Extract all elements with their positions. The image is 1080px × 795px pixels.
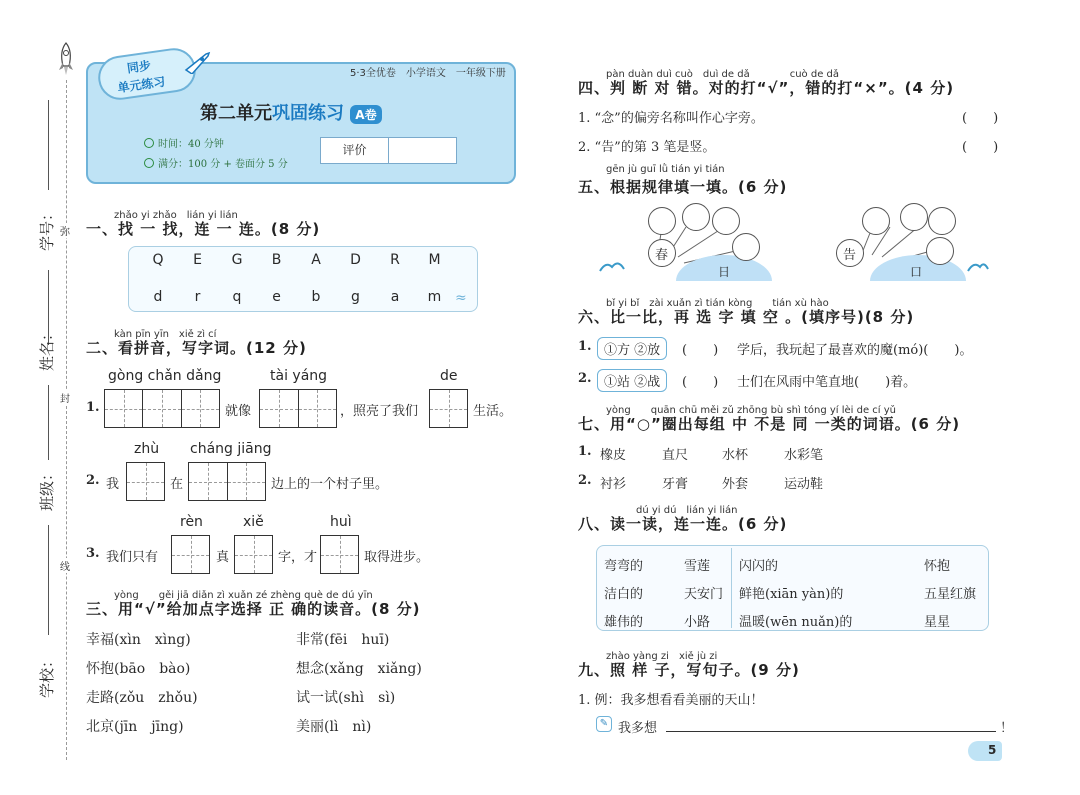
- number-line: [48, 100, 49, 190]
- match-word[interactable]: 闪闪的: [739, 559, 779, 574]
- reading-choice-item[interactable]: 非常(fēi huī): [296, 632, 390, 648]
- match-word[interactable]: 鲜艳(xiān yàn)的: [739, 587, 844, 602]
- eval-label: 评价: [321, 138, 389, 163]
- word-choice[interactable]: 直尺: [662, 448, 689, 463]
- pattern-sun-2: 口: [910, 265, 923, 279]
- s2-l3-py1: rèn: [180, 514, 203, 530]
- mi-mark: 弥: [60, 223, 70, 238]
- badge-line1: 同步: [126, 58, 152, 76]
- s2-l3-num: 3.: [86, 546, 100, 561]
- s3-title: 三、用“√”给加点字选择 正 确的读音。(8 分): [86, 600, 421, 618]
- s6-l1-opt: ①方 ②放: [597, 337, 667, 360]
- match-word[interactable]: 弯弯的: [604, 559, 644, 574]
- s6-l2-opt: ①站 ②战: [597, 369, 667, 392]
- writing-grid[interactable]: [234, 535, 273, 574]
- page-number: [968, 741, 1002, 761]
- answer-parens[interactable]: ( ): [962, 111, 999, 126]
- row-number: 2.: [578, 473, 592, 488]
- s9-example: 1. 例：我多想看看美丽的天山！: [578, 693, 764, 708]
- s5-pinyin: gēn jù guī lǜ tián yi tián: [606, 164, 725, 175]
- answer-parens[interactable]: ( ): [962, 140, 999, 155]
- writing-grid[interactable]: [171, 535, 210, 574]
- reading-choice-item[interactable]: 试一试(shì sì): [296, 690, 396, 706]
- letter-item[interactable]: D: [350, 252, 361, 268]
- page-title: [200, 99, 382, 125]
- letter-item[interactable]: e: [272, 289, 281, 305]
- writing-grid[interactable]: [320, 535, 359, 574]
- s7-pinyin: yòng quān chū měi zǔ zhōng bù shì tóng yí lèi de cí yǔ: [606, 405, 897, 416]
- s6-l1-num: 1.: [578, 339, 592, 354]
- s4-q1: 1. “念”的偏旁名称叫作心字旁。: [578, 111, 764, 126]
- eval-input[interactable]: [389, 138, 456, 163]
- match-word[interactable]: 五星红旗: [924, 587, 977, 602]
- s1-title: 一、找 一 找，连 一 连。(8 分): [86, 220, 321, 238]
- s6-pinyin: bǐ yi bǐ zài xuǎn zì tián kòng tián xù hào: [606, 298, 829, 309]
- reading-choice-item[interactable]: 想念(xǎng xiǎng): [296, 661, 422, 677]
- match-word[interactable]: 天安门: [684, 587, 724, 602]
- s3-pinyin: yòng gěi jiā diǎn zì xuǎn zé zhèng què de dú yīn: [114, 590, 373, 601]
- series-label: 5·3全优卷 小学语文 一年级下册: [350, 68, 506, 79]
- wave-icon: ≈: [455, 290, 467, 306]
- word-choice[interactable]: 衬衫: [600, 477, 627, 492]
- s2-l1-t2: ，照亮了我们: [340, 404, 419, 419]
- letter-item[interactable]: b: [311, 289, 321, 305]
- letter-item[interactable]: q: [232, 289, 242, 305]
- letter-item[interactable]: g: [351, 289, 360, 305]
- pattern-diagram-1: [596, 205, 776, 285]
- s2-l2-t2: 边上的一个村子里。: [271, 477, 389, 492]
- s9-title: 九、照 样 子，写句子。(9 分): [578, 661, 800, 679]
- s1-pinyin: zhǎo yi zhǎo lián yi lián: [114, 210, 238, 221]
- check-icon: [144, 158, 154, 168]
- s9-pinyin: zhào yàng zi xiě jù zi: [606, 651, 718, 662]
- s2-l1-py2: tài yáng: [270, 368, 328, 384]
- s6-l1-a[interactable]: ( ): [682, 343, 719, 358]
- letter-item[interactable]: d: [153, 289, 163, 305]
- s6-l2-b: 士们在风雨中笔直地( )着。: [737, 375, 917, 390]
- s6-l1-b: 学后，我玩起了最喜欢的魔(mó)( )。: [737, 343, 973, 358]
- s6-title: 六、比一比，再 选 字 填 空 。(填序号)(8 分): [578, 308, 915, 326]
- s2-l3-t3: 取得进步。: [364, 550, 430, 565]
- writing-grid[interactable]: [429, 389, 468, 428]
- writing-grid[interactable]: [126, 462, 165, 501]
- s2-l3-t2: 字，才: [278, 550, 318, 565]
- s2-l3-t0: 我们只有: [106, 550, 159, 565]
- pattern-char-1: 春: [655, 248, 669, 263]
- feng-mark: 封: [60, 390, 70, 405]
- badge-line2: 单元练习: [116, 74, 167, 96]
- reading-choice-item[interactable]: 走路(zǒu zhǒu): [86, 690, 198, 706]
- class-line: [48, 385, 49, 460]
- match-word[interactable]: 小路: [684, 615, 711, 630]
- reading-choice-item[interactable]: 幸福(xìn xìng): [86, 632, 191, 648]
- s8-pinyin: dú yi dú lián yi lián: [636, 505, 738, 516]
- s5-title: 五、根据规律填一填。(6 分): [578, 178, 788, 196]
- s4-pinyin: pàn duàn duì cuò duì de dǎ cuò de dǎ: [606, 69, 840, 80]
- class-label: 班级：: [38, 465, 57, 512]
- letter-item[interactable]: G: [231, 252, 243, 268]
- writing-grid[interactable]: [188, 462, 266, 501]
- s2-l2-py2: cháng jiāng: [190, 441, 272, 457]
- match-word[interactable]: 雄伟的: [604, 615, 644, 630]
- letter-item[interactable]: r: [194, 289, 201, 305]
- letter-item[interactable]: Q: [152, 252, 164, 268]
- s2-l1-t3: 生活。: [473, 404, 513, 419]
- score-label: 满分：100 分 + 卷面分 5 分: [158, 159, 288, 170]
- reading-choice-item[interactable]: 北京(jīn jīng): [86, 719, 184, 735]
- name-label: 姓名：: [38, 325, 57, 372]
- pattern-sun-1: 日: [718, 265, 731, 279]
- word-choice[interactable]: 橡皮: [600, 448, 627, 463]
- s2-l2-num: 2.: [86, 473, 100, 488]
- s6-l2-a[interactable]: ( ): [682, 375, 719, 390]
- upper-letters: [146, 252, 456, 272]
- s2-l2-py1: zhù: [134, 441, 160, 457]
- row-number: 1.: [578, 444, 592, 459]
- letter-item[interactable]: E: [193, 252, 202, 268]
- s2-l3-py2: xiě: [243, 514, 264, 530]
- s9-lead: 我多想: [618, 721, 658, 736]
- school-label: 学校：: [38, 652, 57, 699]
- letter-item[interactable]: m: [427, 289, 442, 305]
- title-part-b: 巩固练习: [272, 103, 344, 124]
- word-choice[interactable]: 牙膏: [662, 477, 689, 492]
- writing-grid[interactable]: [259, 389, 337, 428]
- s2-l3-t1: 真: [216, 550, 230, 565]
- clock-icon: [144, 138, 154, 148]
- panel-divider: [731, 548, 732, 628]
- pencil-icon: ✎: [596, 716, 612, 732]
- reading-choice-item[interactable]: 美丽(lì nì): [296, 719, 372, 735]
- eval-box[interactable]: [320, 137, 457, 164]
- word-choice[interactable]: 运动鞋: [784, 477, 824, 492]
- pattern-diagram-2: [800, 205, 990, 285]
- s2-l1-t1: 就像: [225, 404, 252, 419]
- number-label: 学号：: [38, 205, 57, 252]
- s4-title: 四、判 断 对 错。对的打“√”，错的打“×”。(4 分): [578, 79, 955, 97]
- title-tag: A卷: [350, 105, 381, 124]
- s2-l2-t0: 我: [106, 477, 120, 492]
- match-word[interactable]: 怀抱: [924, 559, 951, 574]
- binding-dashed-line: [66, 80, 67, 760]
- s4-q2: 2. “告”的第 3 笔是竖。: [578, 140, 716, 155]
- letter-item[interactable]: B: [271, 252, 282, 268]
- lower-letters: [146, 289, 456, 309]
- letter-item[interactable]: M: [428, 252, 441, 268]
- writing-grid[interactable]: [104, 389, 220, 428]
- word-choice[interactable]: 外套: [722, 477, 749, 492]
- s2-l1-py1: gòng chǎn dǎng: [108, 368, 222, 384]
- title-part-a: 第二单元: [200, 103, 272, 124]
- word-choice[interactable]: 水杯: [722, 448, 749, 463]
- s2-l3-py3: huì: [330, 514, 352, 530]
- match-word[interactable]: 雪莲: [684, 559, 711, 574]
- s9-end: ！: [1000, 721, 1014, 736]
- time-label: 时间：40 分钟: [158, 139, 224, 150]
- rocket-badge-icon: [182, 50, 212, 74]
- word-choice[interactable]: 水彩笔: [784, 448, 824, 463]
- match-word[interactable]: 温暖(wēn nuǎn)的: [739, 615, 853, 630]
- s9-answer-line[interactable]: [666, 731, 996, 732]
- s2-l2-t1: 在: [170, 477, 184, 492]
- match-word[interactable]: 星星: [924, 615, 951, 630]
- s8-title: 八、读一读，连一连。(6 分): [578, 515, 788, 533]
- s2-title: 二、看拼音，写字词。(12 分): [86, 339, 307, 357]
- letter-item[interactable]: A: [311, 252, 321, 268]
- reading-choice-item[interactable]: 怀抱(bāo bào): [86, 661, 191, 677]
- letter-item[interactable]: R: [390, 252, 400, 268]
- s7-title: 七、用“○”圈出每组 中 不是 同 一类的词语。(6 分): [578, 415, 961, 433]
- rocket-icon: [58, 42, 74, 76]
- s6-l2-num: 2.: [578, 371, 592, 386]
- page-number-text: 5: [988, 743, 997, 757]
- pattern-char-2: 告: [843, 248, 857, 263]
- letter-item[interactable]: a: [390, 289, 400, 305]
- match-word[interactable]: 洁白的: [604, 587, 644, 602]
- school-line: [48, 525, 49, 635]
- s2-l1-num: 1.: [86, 400, 100, 415]
- xian-mark: 线: [60, 558, 70, 573]
- s2-pinyin: kàn pīn yīn xiě zì cí: [114, 329, 217, 340]
- s2-l1-py3: de: [440, 368, 458, 384]
